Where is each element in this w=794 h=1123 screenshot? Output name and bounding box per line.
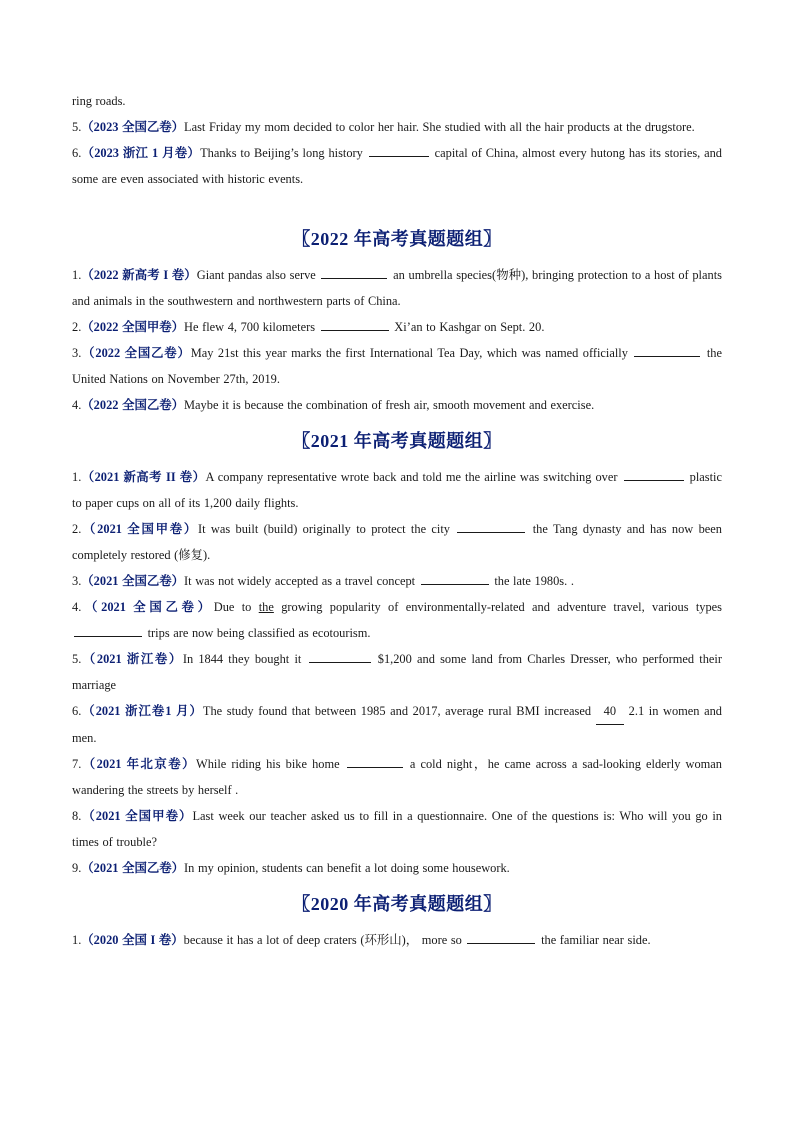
answer-blank[interactable]: [467, 930, 535, 944]
question-source: （2023 全国乙卷）: [81, 120, 185, 134]
section-heading-2022: 〖2022 年高考真题题组〗: [292, 229, 502, 249]
question-source: （2022 全国甲卷）: [81, 320, 185, 334]
question-2021-7: 7.（2021 年北京卷）While riding his bike home a cold night，he came across a sad-looking elderly woman wandering the streets by herself .: [72, 751, 722, 803]
question-2021-2: 2.（2021 全国甲卷）It was built (build) originally to protect the city the Tang dynasty and has now been completely restored (修复).: [72, 516, 722, 568]
answer-blank[interactable]: [421, 571, 489, 585]
answer-blank[interactable]: [634, 343, 700, 357]
question-2021-8: 8.（2021 全国甲卷）Last week our teacher asked us to fill in a questionnaire. One of the questions is: Who will you go in times of trouble?: [72, 809, 722, 849]
question-source: （2021 新高考 II 卷）: [81, 470, 206, 484]
question-source: （2021 浙江卷1 月）: [81, 704, 203, 718]
question-source: （2021 年北京卷）: [81, 757, 197, 771]
section-heading-2021: 〖2021 年高考真题题组〗: [292, 431, 502, 451]
answer-filled[interactable]: 40: [596, 698, 624, 725]
answer-blank[interactable]: [74, 623, 142, 637]
question-2021-3: 3.（2021 全国乙卷）It was not widely accepted as a travel concept the late 1980s. .: [72, 568, 722, 594]
question-source: （2020 全国 I 卷）: [81, 933, 184, 947]
question-2021-6: 6.（2021 浙江卷1 月）The study found that between 1985 and 2017, average rural BMI increased 40 2.1 in women and men.: [72, 698, 722, 751]
question-2022-1: 1.（2022 新高考 I 卷）Giant pandas also serve an umbrella species(物种), bringing protection to a host of plants and animals in the southwestern and northwestern parts of China.: [72, 262, 722, 314]
question-2022-2: 2.（2022 全国甲卷）He flew 4, 700 kilometers Xi’an to Kashgar on Sept. 20.: [72, 314, 722, 340]
question-source: （2021 全国乙卷）: [81, 574, 185, 588]
question-2020-1: 1.（2020 全国 I 卷）because it has a lot of deep craters (环形山)， more so the familiar near side.: [72, 927, 722, 953]
question-source: （2021 浙江卷）: [81, 652, 183, 666]
question-2021-9: 9.（2021 全国乙卷）In my opinion, students can benefit a lot doing some housework.: [72, 861, 510, 875]
question-2022-4: 4.（2022 全国乙卷）Maybe it is because the combination of fresh air, smooth movement and exercise.: [72, 398, 595, 412]
answer-blank[interactable]: [321, 317, 389, 331]
answer-blank[interactable]: [457, 519, 525, 533]
answer-blank[interactable]: [309, 649, 371, 663]
question-source: （2022 新高考 I 卷）: [81, 268, 197, 282]
question-source: （2023 浙江 1 月卷）: [81, 146, 201, 160]
question-2022-3: 3.（2022 全国乙卷）May 21st this year marks the first International Tea Day, which was named officially the United Nations on November 27th, 2019.: [72, 340, 722, 392]
question-2021-4: 4.（2021 全国乙卷）Due to the growing popularity of environmentally-related and adventure travel, various types trips are now being classified as ecotourism.: [72, 600, 722, 640]
question-source: （2022 全国乙卷）: [81, 398, 185, 412]
question-2023-5: 5.（2023 全国乙卷）Last Friday my mom decided to color her hair. She studied with all the hair products at the drugstore.: [72, 120, 695, 134]
question-2023-4-tail: ring roads.: [72, 94, 126, 108]
document-page: [72, 88, 722, 953]
question-source: （2021 全国甲卷）: [81, 809, 193, 823]
question-source: （2021 全国甲卷）: [81, 522, 199, 536]
question-2023-6: 6.（2023 浙江 1 月卷）Thanks to Beijing’s long history capital of China, almost every hutong has its stories, and some are even associated with historic events.: [72, 140, 722, 192]
answer-blank[interactable]: [369, 143, 429, 157]
answer-blank[interactable]: [321, 265, 387, 279]
section-heading-2020: 〖2020 年高考真题题组〗: [292, 894, 502, 914]
answer-blank[interactable]: [624, 467, 684, 481]
question-source: （2021 全国乙卷）: [81, 600, 214, 614]
question-source: （2022 全国乙卷）: [81, 346, 191, 360]
question-2021-1: 1.（2021 新高考 II 卷）A company representative wrote back and told me the airline was switching over plastic to paper cups on all of its 1,200 daily flights.: [72, 464, 722, 516]
question-2021-5: 5.（2021 浙江卷）In 1844 they bought it $1,200 and some land from Charles Dresser, who performed their marriage: [72, 646, 722, 698]
answer-blank[interactable]: [347, 754, 403, 768]
underlined-word: the: [258, 600, 274, 614]
question-source: （2021 全国乙卷）: [81, 861, 185, 875]
